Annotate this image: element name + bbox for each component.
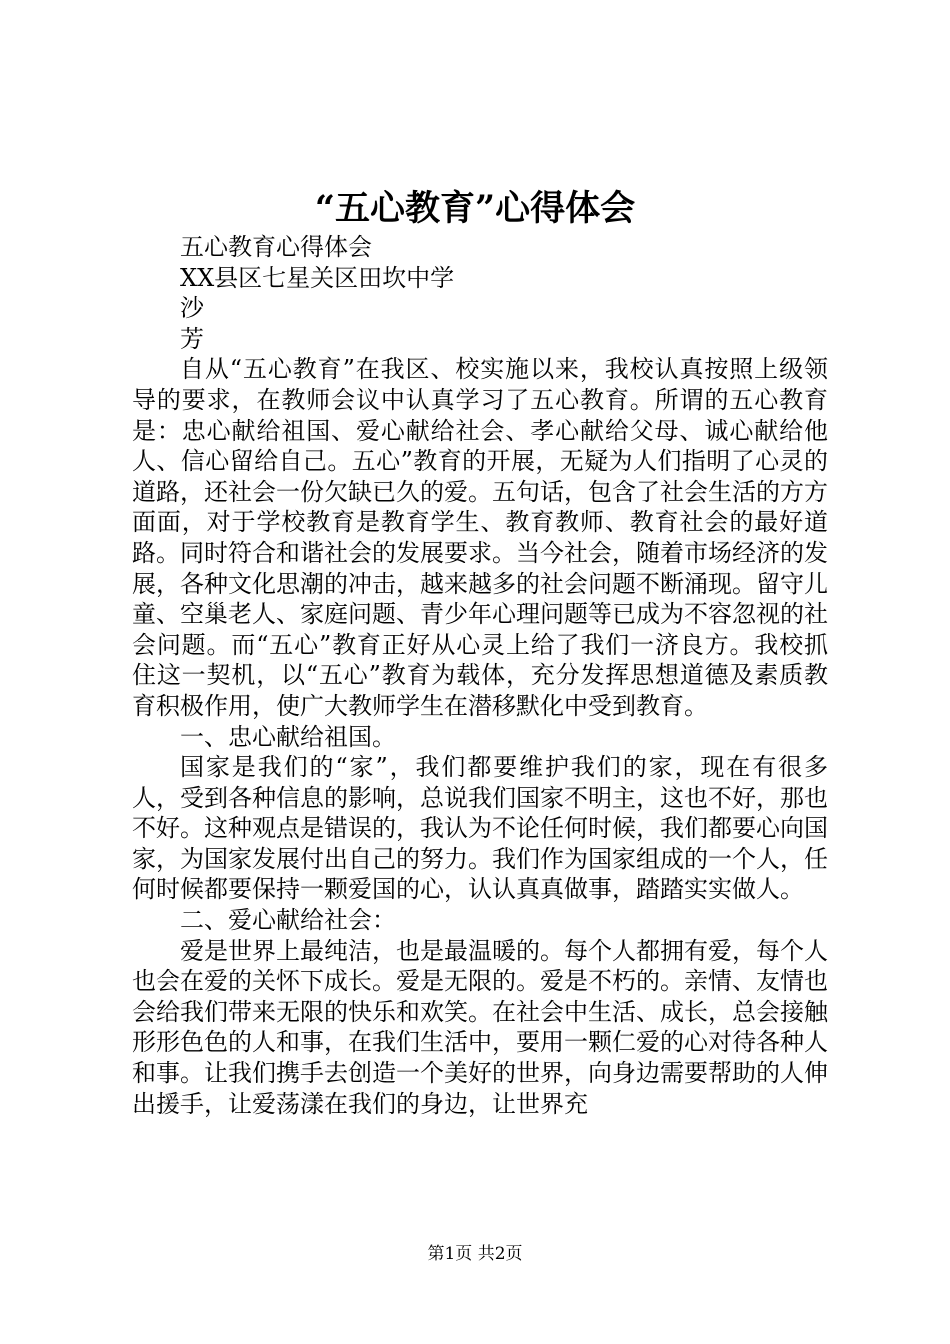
header-line-author-1: 沙 <box>180 294 204 323</box>
paragraph-section-2: 爱是世界上最纯洁，也是最温暖的。每个人都拥有爱，每个人也会在爱的关怀下成长。爱是无限的。爱是不朽的。亲情、友情也会给我们带来无限的快乐和欢笑。在社会中生活、成长，总会接触形形色色的人和事，在我们生活中，要用一颗仁爱的心对待各种人和事。让我们携手去创造一个美好的世界，向身边需要帮助的人伸出援手，让爱荡漾在我们的身边，让世界充 <box>132 936 828 1118</box>
document-body <box>132 232 828 1119</box>
section-heading-2: 二、爱心献给社会： <box>180 906 396 935</box>
paragraph-section-1: 国家是我们的“家”，我们都要维护我们的家，现在有很多人，受到各种信息的影响，总说我们国家不明主，这也不好，那也不好。这种观点是错误的，我认为不论任何时候，我们都要心向国家，为国家发展付出自己的努力。我们作为国家组成的一个人，任何时候都要保持一颗爱国的心，认认真真做事，踏踏实实做人。 <box>132 753 828 904</box>
header-line-author-2: 芳 <box>180 324 204 353</box>
header-line-subtitle: 五心教育心得体会 <box>180 233 372 261</box>
section-heading-1: 一、忠心献给祖国。 <box>180 722 396 751</box>
header-line-school: XX县区七星关区田坎中学 <box>180 263 455 292</box>
page-title: “五心教育”心得体会 <box>314 188 636 229</box>
page-footer: 第1页 共2页 <box>427 1244 523 1264</box>
paragraph-intro: 自从“五心教育”在我区、校实施以来，我校认真按照上级领导的要求，在教师会议中认真学习了五心教育。所谓的五心教育是：忠心献给祖国、爱心献给社会、孝心献给父母、诚心献给他人、信心留给自己。五心”教育的开展，无疑为人们指明了心灵的道路，还社会一份欠缺已久的爱。五句话，包含了社会生活的方方面面，对于学校教育是教育学生、教育教师、教育社会的最好道路。同时符合和谐社会的发展要求。当今社会，随着市场经济的发展，各种文化思潮的冲击，越来越多的社会问题不断涌现。留守儿童、空巢老人、家庭问题、青少年心理问题等已成为不容忽视的社会问题。而“五心”教育正好从心灵上给了我们一济良方。我校抓住这一契机，以“五心”教育为载体，充分发挥思想道德及素质教育积极作用，使广大教师学生在潜移默化中受到教育。 <box>132 355 828 720</box>
